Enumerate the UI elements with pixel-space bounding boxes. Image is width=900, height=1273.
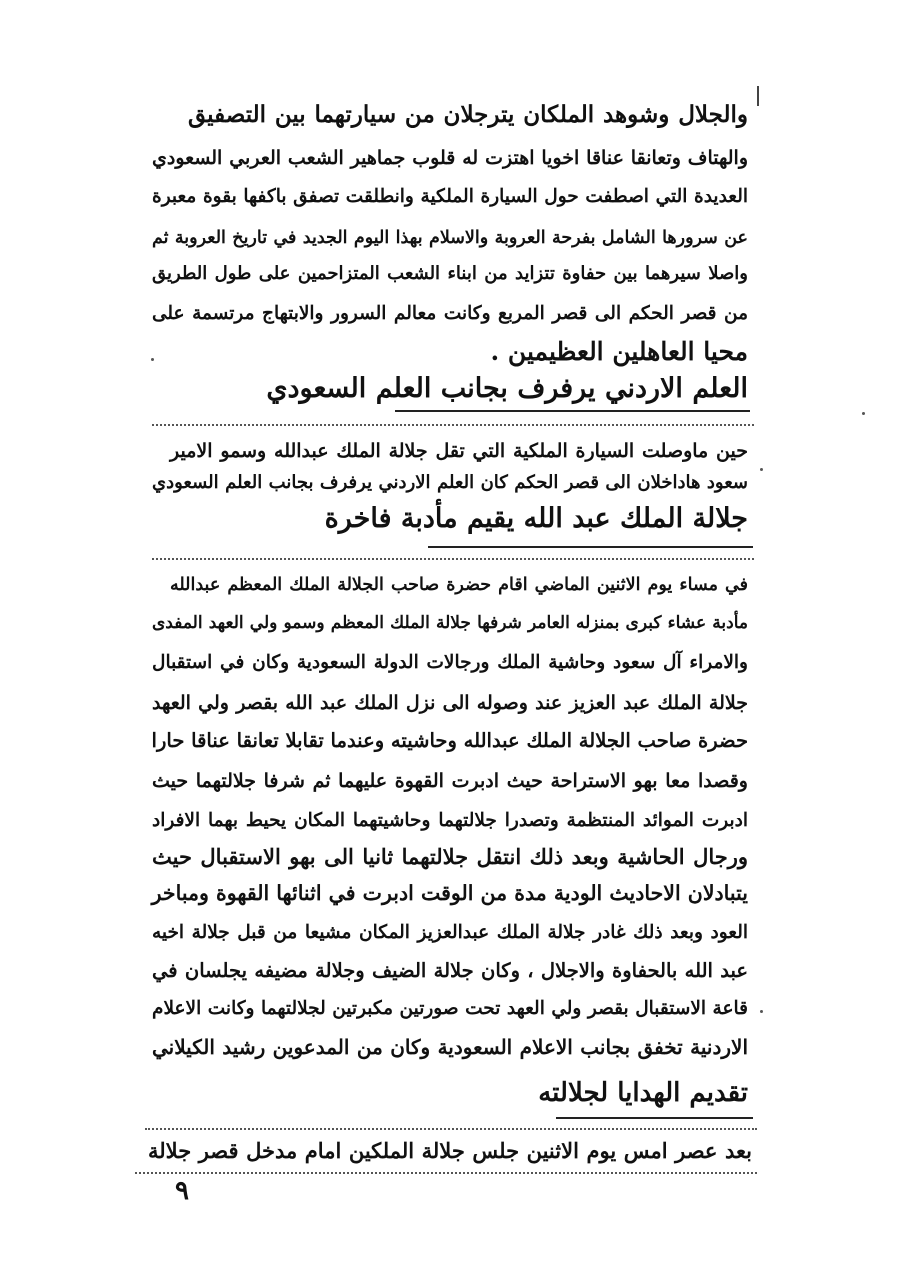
margin-mark [757,86,759,106]
paragraph-line: عن سرورها الشامل بفرحة العروبة والاسلام بهذا اليوم الجديد في تاريخ العروبة ثم [152,228,748,248]
paragraph-line: في مساء يوم الاثنين الماضي اقام حضرة صاحب الجلالة الملك المعظم عبدالله [170,575,748,595]
divider [135,1172,757,1174]
paragraph-line: والجلال وشوهد الملكان يترجلان من سيارتهما بين التصفيق [188,101,748,128]
paragraph-line: والامراء آل سعود وحاشية الملك ورجالات الدولة السعودية وكان في استقبال [152,652,748,673]
paragraph-line: وقصدا معا بهو الاستراحة حيث ادبرت القهوة عليهما ثم شرفا جلالتهما حيث [152,770,748,792]
heading-underline [428,546,753,548]
paragraph-line: عبد الله بالحفاوة والاجلال ، وكان جلالة الضيف وجلالة مضيفه يجلسان في [152,959,748,982]
heading-underline [556,1117,753,1119]
paragraph-line: حين ماوصلت السيارة الملكية التي تقل جلالة الملك عبدالله وسمو الامير [170,440,748,462]
paragraph-line: من قصر الحكم الى قصر المربع وكانت معالم السرور والابتهاج مرتسمة على [152,303,748,324]
heading-underline [395,410,750,412]
scan-speck [760,468,763,471]
paragraph-line: ورجال الحاشية وبعد ذلك انتقل جلالتهما ثانيا الى بهو الاستقبال حيث [152,844,748,869]
paragraph-line: جلالة الملك عبد العزيز عند وصوله الى نزل الملك عبد الله بقصر ولي العهد [152,692,748,714]
paragraph-line: قاعة الاستقبال بقصر ولي العهد تحت صورتين مكبرتين لجلالتهما وكانت الاعلام [152,998,748,1019]
paragraph-line: العديدة التي اصطفت حول السيارة الملكية وانطلقت تصفق باكفها بقوة معبرة [152,186,748,207]
divider [145,1128,757,1130]
paragraph-line: يتبادلان الاحاديث الودية مدة من الوقت ادبرت في اثنائها القهوة ومباخر [151,881,748,905]
scan-speck [151,358,154,361]
section-heading: جلالة الملك عبد الله يقيم مأدبة فاخرة [324,503,748,534]
paragraph-line: محيا العاهلين العظيمين . [490,337,748,366]
scan-speck [862,412,865,415]
paragraph-line: ادبرت الموائد المنتظمة وتصدرا جلالتهما وحاشيتهما المكان يحيط بهما الافراد [152,810,748,831]
scan-speck [760,1010,763,1013]
divider [152,558,754,560]
paragraph-line: مأدبة عشاء كبرى بمنزله العامر شرفها جلالة الملك المعظم وسمو ولي العهد المفدى [152,613,748,633]
paragraph-line: حضرة صاحب الجلالة الملك عبدالله وحاشيته وعندما تقابلا تعانقا عناقا حارا [151,729,748,752]
paragraph-line: واصلا سيرهما بين حفاوة تتزايد من ابناء الشعب المتزاحمين على طول الطريق [152,263,748,284]
paragraph-line: والهتاف وتعانقا عناقا اخويا اهتزت له قلوب جماهير الشعب العربي السعودي [152,147,748,169]
section-heading: العلم الاردني يرفرف بجانب العلم السعودي [266,373,748,404]
paragraph-line: سعود هاداخلان الى قصر الحكم كان العلم الاردني يرفرف بجانب العلم السعودي [152,472,748,493]
page-number: ٩ [175,1176,189,1206]
divider [152,424,754,426]
paragraph-line: الاردنية تخفق بجانب الاعلام السعودية وكان من المدعوين رشيد الكيلاني [152,1035,748,1059]
section-heading: تقديم الهدايا لجلالته [538,1078,748,1108]
paragraph-line: العود وبعد ذلك غادر جلالة الملك عبدالعزيز المكان مشيعا من قبل جلالة اخيه [152,922,748,943]
paragraph-line: بعد عصر امس يوم الاثنين جلس جلالة الملكين امام مدخل قصر جلالة [148,1138,752,1163]
